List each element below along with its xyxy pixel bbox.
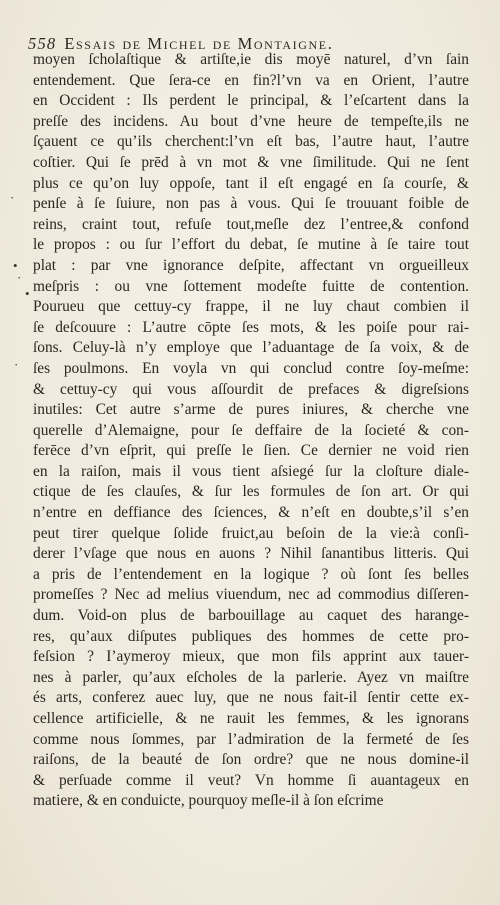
text-line: ſçauent ce qu’ils cherchent:l’vn eſt bas, l’autre haut, l’autre <box>33 133 469 151</box>
text-line: ſe deſcouure : L’autre cōpte ſes mots, & les poiſe pour rai- <box>33 318 469 336</box>
text-line: le propos : ou ſur l’effort du debat, ſe mutine à ſe taire tout <box>33 236 469 254</box>
text-line: Pourueu que cettuy-cy frappe, il ne luy chaut combien il <box>33 298 469 316</box>
text-line: derer l’vſage que nous en auons ? Nihil ſanantibus litteris. Qui <box>33 545 469 563</box>
text-line: res, qu’aux diſputes publiques des hommes de cette pro- <box>33 627 469 645</box>
text-line: n’entre en deffiance des ſciences, & n’eſt en doubte,s’il s’en <box>33 504 469 522</box>
text-line: plat : par vne ignorance deſpite, affectant vn orgueilleux <box>33 256 469 274</box>
margin-mark: • <box>25 286 30 301</box>
text-line: peut tirer quelque ſolide fruict,au beſoin de la vie:à conſi- <box>33 524 469 542</box>
text-line: matiere, & en conduicte, pourquoy meſle-il à ſon eſcrime <box>33 792 384 810</box>
margin-mark: · <box>14 357 19 372</box>
text-line: és arts, conferez auec luy, que ne nous fait-il ſentir cette ex- <box>33 689 469 707</box>
text-line: raiſons, de la beauté de ſon ordre? que ne nous domine-il <box>33 751 469 769</box>
text-line: cellence artificielle, & ne rauit les femmes, & les ignorans <box>33 710 469 727</box>
text-line: ctique de ſes clauſes, & ſur les formules de ſon art. Or qui <box>33 483 469 501</box>
text-line: reins, craint tout, refuſe tout,meſle dez l’entree,& confond <box>33 215 469 233</box>
text-line: feſsion ? I’aymeroy mieux, que mon fils apprint aux tauer- <box>33 648 469 666</box>
text-line: ferēce d’vn eſprit, qui preſſe le ſien. Ce dernier ne void rien <box>33 442 469 460</box>
text-line: plus ce qu’on luy oppoſe, tant il eſt engagé en ſa courſe, & <box>33 174 469 192</box>
text-line: dum. Void-on plus de barbouillage au caquet des harange- <box>33 607 469 625</box>
text-line: entendement. Que ſera-ce en fin?l’vn va en Orient, l’autre <box>33 71 469 89</box>
text-line: promeſſes ? Nec ad melius viuendum, nec ad commodius diſſeren- <box>33 586 469 604</box>
page-number: 558 <box>28 34 57 53</box>
margin-mark: · <box>10 190 15 205</box>
text-line: penſe à ſe ſuiure, non pas à vous. Qui ſe trouuant foible de <box>33 195 469 213</box>
text-line: ſes poulmons. En voyla vn qui conclud contre ſoy-meſme: <box>33 359 469 377</box>
text-line: preſſe des incidens. Au bout d’vne heure de tempeſte,ils ne <box>33 112 469 130</box>
body-text <box>33 50 469 812</box>
text-line: moyen ſcholaſtique & artiſte,ie dis moyē naturel, d’vn ſain <box>33 51 469 68</box>
text-line: meſpris : ou vne ſottement modeſte fuitte de contention. <box>33 277 469 295</box>
text-line: nes à parler, qu’aux eſcholes de la parlerie. Ayez vn maiſtre <box>33 668 469 686</box>
margin-mark: · <box>17 270 22 285</box>
text-line: querelle d’Alemaigne, pour ſe deffaire de la ſocieté & con- <box>33 421 469 439</box>
text-line: & perſuade comme il veut? Vn homme ſi auantageux en <box>33 771 469 789</box>
running-head: Essais de Michel de Montaigne. <box>64 34 334 53</box>
text-line: & cettuy-cy qui vous aſſourdit de prefaces & digreſsions <box>33 380 469 398</box>
text-line: a pris de l’entendement en la logique ? où ſont ſes belles <box>33 565 469 583</box>
text-line: comme nous ſommes, par l’admiration de la fermeté de ſes <box>33 730 469 748</box>
text-line: ſons. Celuy-là n’y employe que l’aduantage de ſa voix, & de <box>33 339 469 357</box>
text-line: coſtier. Qui ſe prēd à vn mot & vne ſimilitude. Qui ne ſent <box>33 153 469 171</box>
text-line: inutiles: Cet autre s’arme de pures iniures, & cherche vne <box>33 401 469 419</box>
text-line: en la raiſon, mais il vous tient aſsiegé ſur la cloſture diale- <box>33 462 469 480</box>
text-line: en Occident : Ils perdent le principal, & l’eſcartent dans la <box>33 92 469 110</box>
margin-mark: • <box>13 258 18 273</box>
